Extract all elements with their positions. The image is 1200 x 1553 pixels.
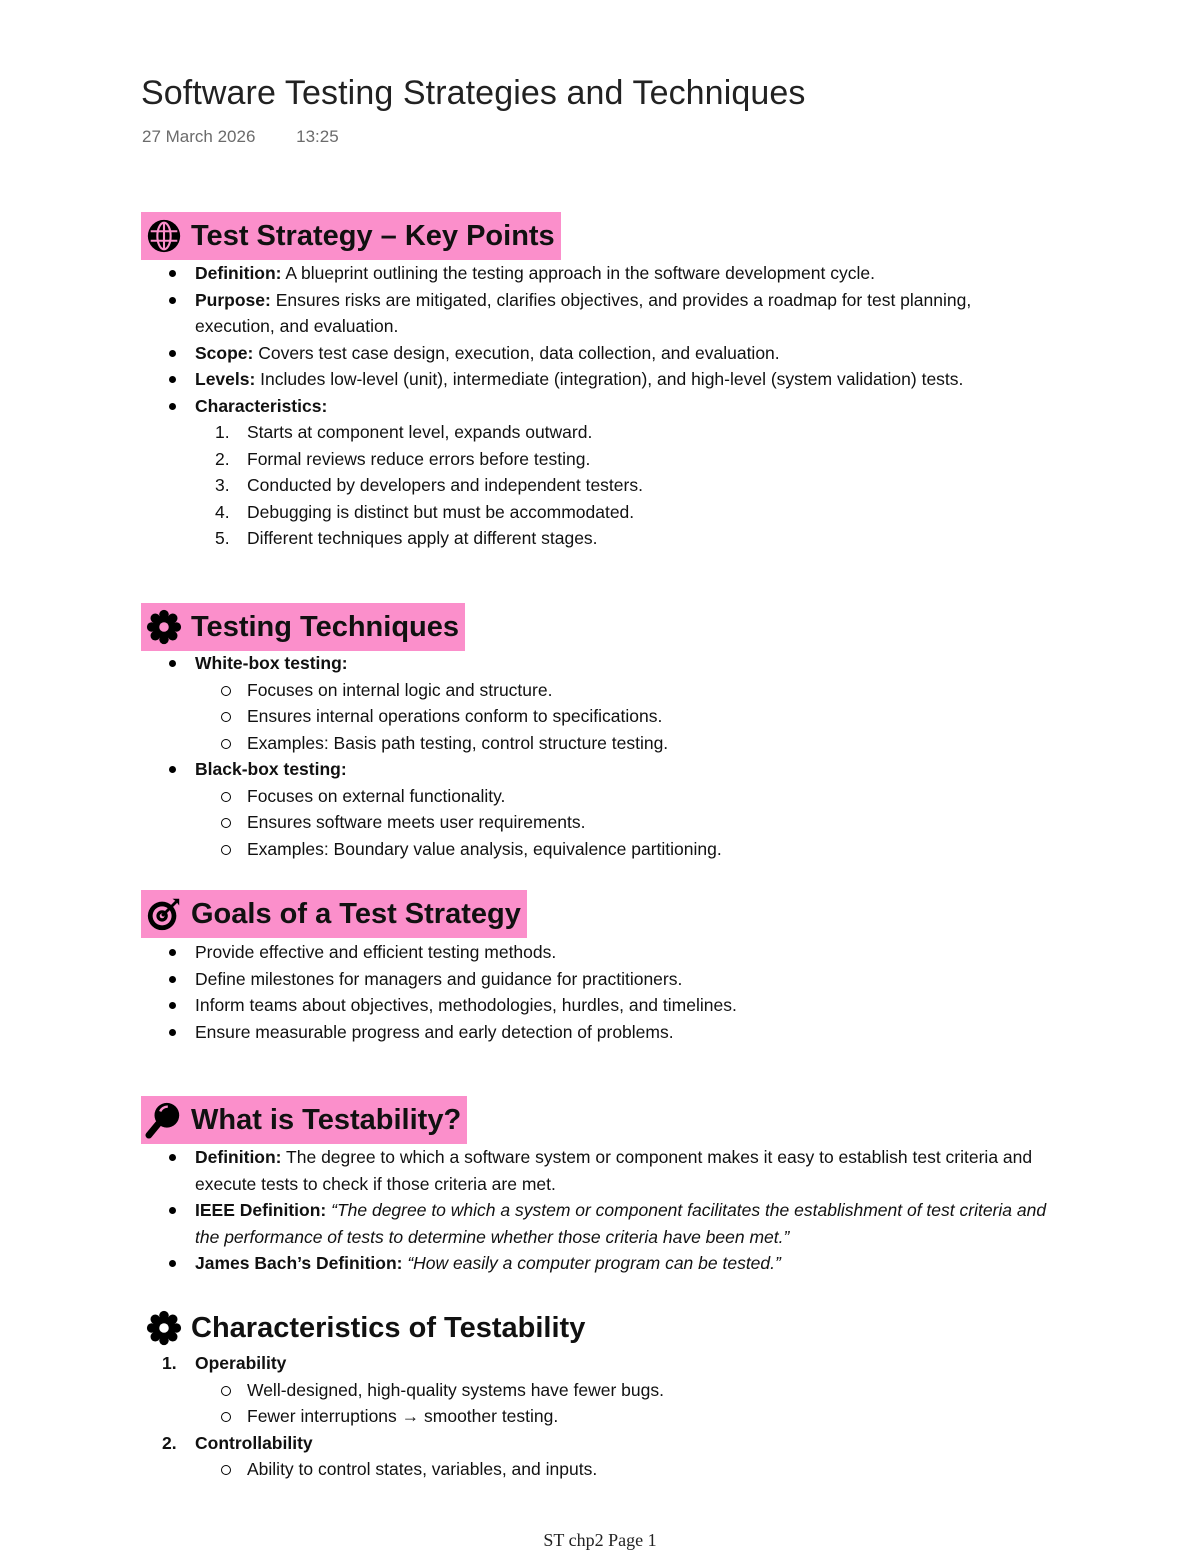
goals-list <box>167 939 1047 1045</box>
list-item: Black-box testing: Focuses on external functionality. Ensures software meets user requirements. Examples: Boundary value analysis, equivalence partitioning. <box>167 756 1047 862</box>
list-item: Definition: A blueprint outlining the testing approach in the software development cycle. <box>167 260 1047 287</box>
list-item: 1. Operability Well-designed, high-quality systems have fewer bugs. Fewer interruptions → smoother testing. <box>167 1350 1047 1430</box>
list-item: 1. Starts at component level, expands outward. <box>215 422 593 442</box>
target-icon <box>145 895 183 933</box>
section-heading-goals <box>141 890 527 938</box>
section-heading-text: Goals of a Test Strategy <box>191 897 521 930</box>
list-item: Levels: Includes low-level (unit), intermediate (integration), and high-level (system validation) tests. <box>167 366 1047 393</box>
section-heading-text: What is Testability? <box>191 1103 462 1136</box>
testability-characteristics-list <box>162 1350 1047 1483</box>
list-item: 2. Formal reviews reduce errors before testing. <box>215 448 591 469</box>
list-item: Inform teams about objectives, methodologies, hurdles, and timelines. <box>167 992 1047 1019</box>
page-title: Software Testing Strategies and Techniques <box>141 74 806 112</box>
list-item: 4. Debugging is distinct but must be accommodated. <box>215 501 635 522</box>
list-item: Ensure measurable progress and early detection of problems. <box>167 1019 1047 1046</box>
gear-icon <box>145 1309 183 1347</box>
note-meta <box>142 127 339 147</box>
list-item: James Bach’s Definition: “How easily a computer program can be tested.” <box>167 1250 1047 1277</box>
black-box-list <box>195 783 1047 863</box>
characteristics-list <box>195 419 1047 552</box>
section-heading-text: Characteristics of Testability <box>191 1311 586 1344</box>
section-heading-characteristics-testability <box>141 1304 585 1352</box>
list-item: Fewer interruptions → smoother testing. <box>195 1403 1047 1430</box>
testability-list <box>167 1144 1047 1277</box>
section-heading-testability <box>141 1096 467 1144</box>
list-item: IEEE Definition: “The degree to which a system or component facilitates the establishment of test criteria and the performance of tests to determine whether those criteria have been met.” <box>167 1197 1047 1250</box>
note-time: 13:25 <box>296 127 339 146</box>
gear-icon <box>145 608 183 646</box>
list-item: Define milestones for managers and guidance for practitioners. <box>167 966 1047 993</box>
page-footer: ST chp2 Page 1 <box>543 1530 657 1550</box>
list-item: Focuses on external functionality. <box>195 783 1047 810</box>
list-item: Ensures software meets user requirements. <box>195 809 1047 836</box>
list-item: Ensures internal operations conform to specifications. <box>195 703 1047 730</box>
list-item: Purpose: Ensures risks are mitigated, clarifies objectives, and provides a roadmap for test planning, execution, and evaluation. <box>167 287 1047 340</box>
section-heading-text: Testing Techniques <box>191 610 460 643</box>
list-item: White-box testing: Focuses on internal logic and structure. Ensures internal operations conform to specifications. Examples: Basis path testing, control structure testing. <box>167 650 1047 756</box>
magnifier-icon <box>145 1101 183 1139</box>
testing-techniques-list <box>167 650 1047 862</box>
note-date: 27 March 2026 <box>142 127 256 146</box>
section-heading-testing-techniques <box>141 603 465 651</box>
list-item: Provide effective and efficient testing methods. <box>167 939 1047 966</box>
list-item: Examples: Basis path testing, control structure testing. <box>195 730 1047 757</box>
controllability-list <box>195 1456 1047 1483</box>
list-item: Well-designed, high-quality systems have fewer bugs. <box>195 1377 1047 1404</box>
list-item: Scope: Covers test case design, execution, data collection, and evaluation. <box>167 340 1047 367</box>
list-item: Examples: Boundary value analysis, equivalence partitioning. <box>195 836 1047 863</box>
list-item: Ability to control states, variables, and inputs. <box>195 1456 1047 1483</box>
list-item: 5. Different techniques apply at different stages. <box>215 528 598 548</box>
test-strategy-list <box>167 260 1047 552</box>
operability-list <box>195 1377 1047 1430</box>
list-item: 2. Controllability Ability to control states, variables, and inputs. <box>167 1430 1047 1483</box>
globe-icon <box>145 217 183 255</box>
list-item: 3. Conducted by developers and independent testers. <box>215 475 643 495</box>
white-box-list <box>195 677 1047 757</box>
list-item: Focuses on internal logic and structure. <box>195 677 1047 704</box>
section-heading-test-strategy <box>141 212 561 260</box>
list-item: Definition: The degree to which a software system or component makes it easy to establish test criteria and execute tests to check if those criteria are met. <box>167 1144 1047 1197</box>
section-heading-text: Test Strategy – Key Points <box>191 219 555 252</box>
list-item: Characteristics: 1. Starts at component level, expands outward. 2. Formal reviews reduce errors before testing. 3. Conducted by developers and independent testers. 4. Debugging is distinct but must be accommodated. 5. Different techniques apply at different stages. <box>167 393 1047 552</box>
